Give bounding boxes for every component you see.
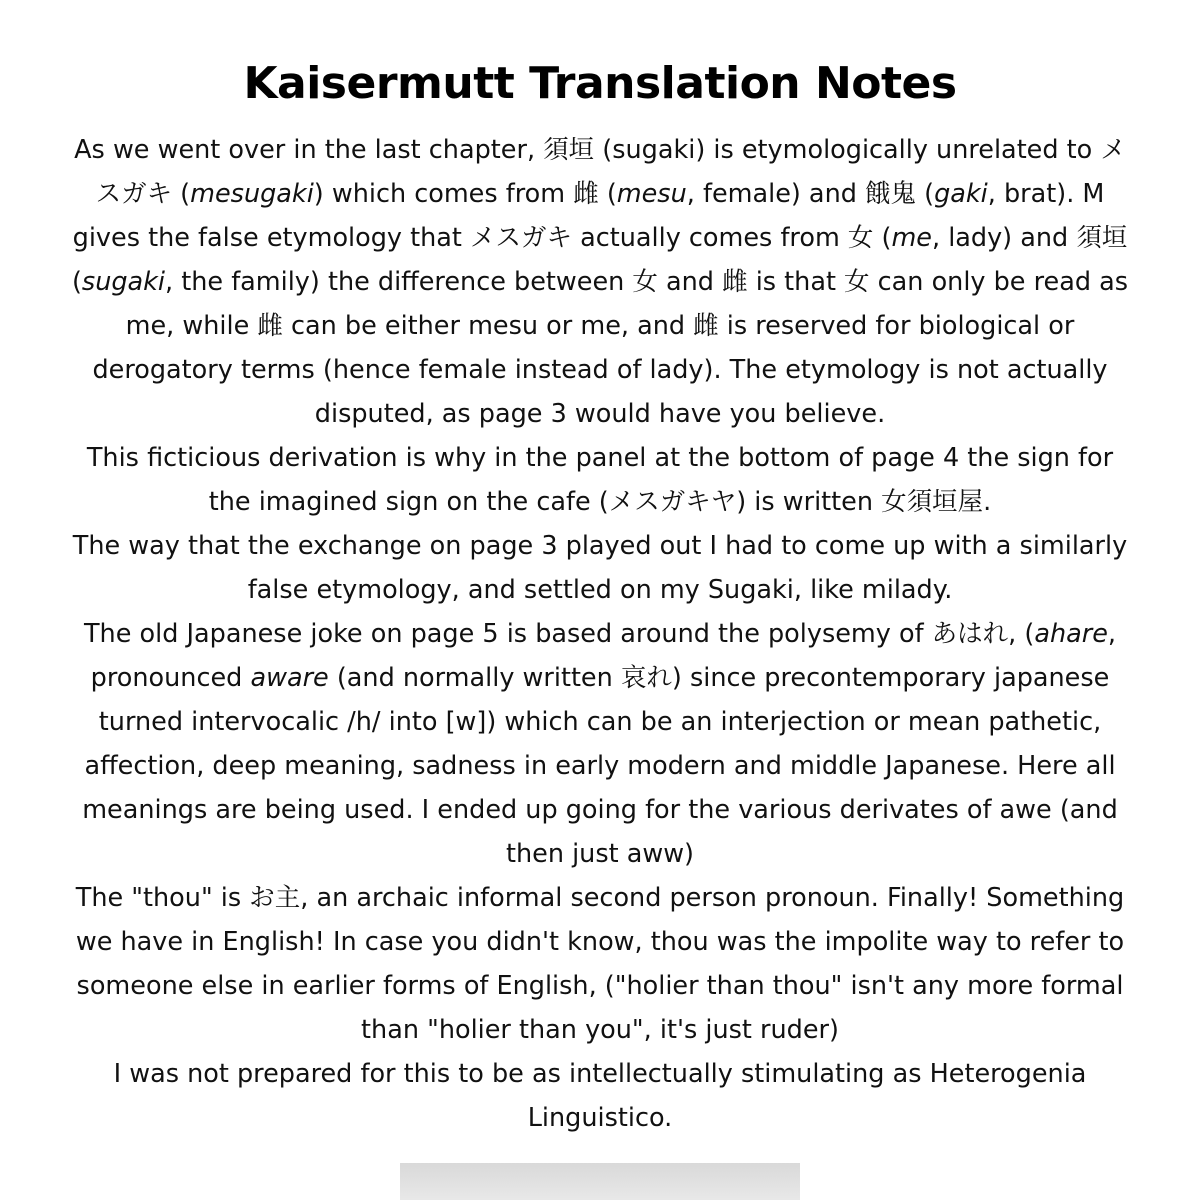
- note-paragraph: [70, 436, 1130, 524]
- page-title: Kaisermutt Translation Notes: [243, 58, 957, 109]
- note-text: , female) and 餓鬼 (: [686, 179, 935, 209]
- note-text: , brat). M gives the false etymology that メスガキ actually comes from 女 (: [72, 179, 1105, 253]
- note-paragraph: [70, 876, 1130, 1052]
- note-text: I was not prepared for this to be as intellectually stimulating as Heterogenia Linguistico.: [113, 1059, 1087, 1133]
- next-page-image-fragment: [400, 1163, 800, 1200]
- romanized-term: mesugaki: [190, 179, 314, 209]
- note-text: This ficticious derivation is why in the panel at the bottom of page 4 the sign for the imagined sign on the cafe (メスガキヤ) is written 女須垣屋.: [86, 443, 1114, 517]
- note-text: (and normally written 哀れ) since precontemporary japanese turned intervocalic /h/ into [w]) which can be an interjection or mean pathetic, affection, deep meaning, sadness in early modern and middle Japanese. Here all meanings are being used. I ended up going for the various derivates of awe (and then just aww): [82, 663, 1118, 869]
- note-paragraph: [70, 524, 1130, 612]
- note-text: The old Japanese joke on page 5 is based around the polysemy of あはれ, (: [83, 619, 1035, 649]
- romanized-term: ahare: [1034, 619, 1108, 649]
- romanized-term: aware: [250, 663, 329, 693]
- note-paragraph: [70, 1052, 1130, 1140]
- romanized-term: sugaki: [81, 267, 166, 297]
- note-text: , the family) the difference between 女 and 雌 is that 女 can only be read as me, while 雌 can be either mesu or me, and 雌 is reserved for biological or derogatory terms (hence female instead of lady). The etymology is not actually disputed, as page 3 would have you believe.: [92, 267, 1129, 429]
- note-paragraph: [70, 612, 1130, 876]
- romanized-term: gaki: [934, 179, 988, 209]
- note-paragraph: [70, 128, 1130, 436]
- note-text: The way that the exchange on page 3 played out I had to come up with a similarly false etymology, and settled on my Sugaki, like milady.: [72, 531, 1128, 605]
- romanized-term: mesu: [616, 179, 687, 209]
- note-text: As we went over in the last chapter, 須垣 (sugaki) is etymologically unrelated to メスガキ (: [74, 135, 1126, 209]
- note-text: , pronounced: [90, 619, 1117, 693]
- note-text: The "thou" is お主, an archaic informal second person pronoun. Finally! Something we have in English! In case you didn't know, thou was the impolite way to refer to someone else in earlier forms of English, ("holier than thou" isn't any more formal than "holier than you", it's just ruder): [75, 883, 1125, 1045]
- note-text: ) which comes from 雌 (: [313, 179, 617, 209]
- romanized-term: me: [891, 223, 932, 253]
- notes-body: [70, 128, 1130, 1140]
- note-text: , lady) and 須垣 (: [71, 223, 1128, 297]
